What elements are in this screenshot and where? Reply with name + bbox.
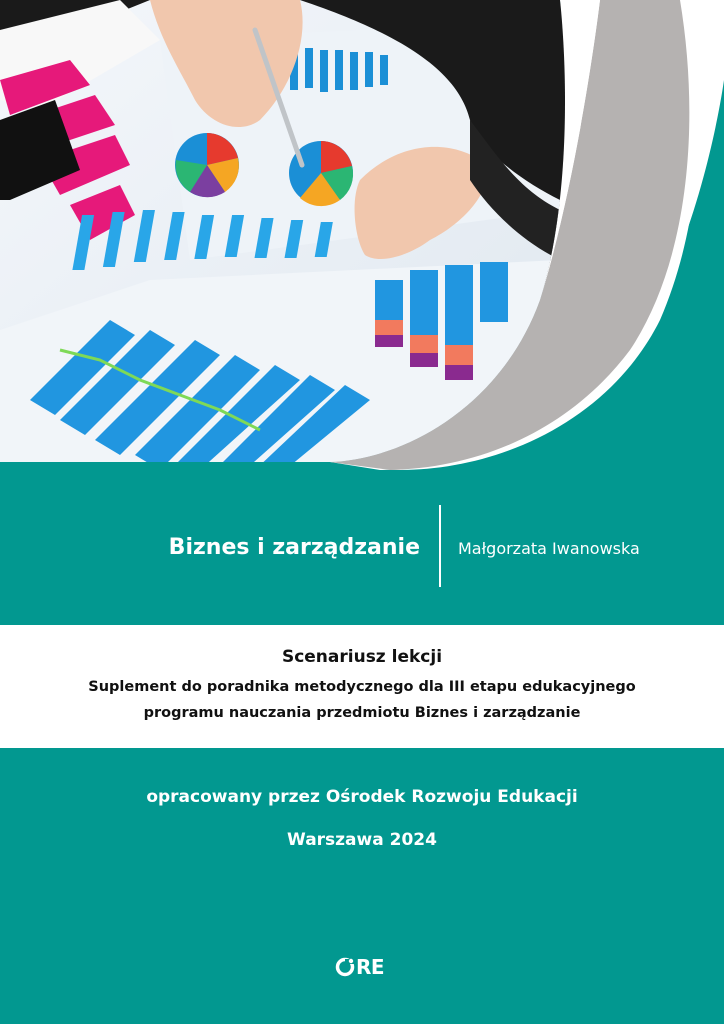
cover-photo — [0, 0, 724, 470]
ore-logo-text: RE — [356, 955, 385, 979]
ore-logo — [335, 954, 384, 980]
document-type: Scenariusz lekcji — [281, 647, 443, 667]
place-year: Warszawa 2024 — [287, 830, 437, 850]
subtitle-line-1: Suplement do poradnika metodycznego dla III etapu edukacyjnego — [88, 679, 636, 695]
subtitle-band — [0, 625, 724, 748]
title-row — [0, 505, 724, 585]
author-name: Małgorzata Iwanowska — [458, 539, 640, 558]
ore-logo-mark-icon — [335, 957, 355, 977]
cover-title: Biznes i zarządzanie — [168, 535, 420, 560]
subtitle-line-2: programu nauczania przedmiotu Biznes i zarządzanie — [143, 705, 581, 721]
prepared-by: opracowany przez Ośrodek Rozwoju Edukacji — [146, 787, 578, 807]
title-divider — [439, 505, 441, 587]
